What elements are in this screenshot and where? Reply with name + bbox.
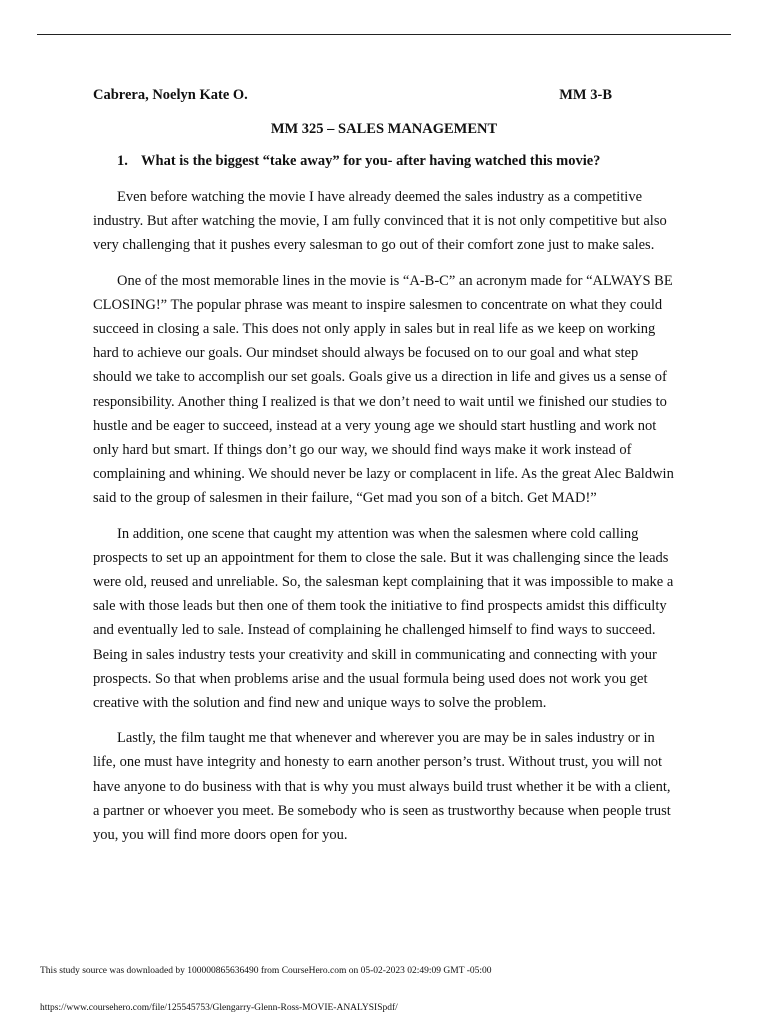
paragraph: Lastly, the film taught me that whenever and wherever you are may be in sales industry or in life, one must have integrity and honesty to earn another person’s trust. Without trust, you will not have anyone to do business with that is why you must always build trust whether it be with a client, a partner or whoever you meet. Be somebody who is seen as trustworthy because when people trust you, you will find more doors open for you. — [93, 730, 671, 844]
course-title: MM 325 – SALES MANAGEMENT — [270, 121, 498, 137]
paragraph: In addition, one scene that caught my attention was when the salesmen where cold calling prospects to set up an appointment for them to close the sale. But it was challenging since the leads were old, reused and unreliable. So, the salesman kept complaining that it was impossible to make a sale with those leads but then one of them took the initiative to find prospects amidst this difficulty and eventually led to sale. Instead of complaining he challenged himself to find ways to succeed. Being in sales industry tests your creativity and skill in communicating and connecting with your prospects. So that when problems arise and the usual formula being used does not work you get creative with the solution and find new and unique ways to solve the problem. — [93, 525, 674, 712]
question-number: 1. — [117, 153, 128, 169]
question-text: What is the biggest “take away” for you- after having watched this movie? — [141, 153, 601, 169]
class-section: MM 3-B — [559, 87, 612, 103]
download-source-note: This study source was downloaded by 100000865636490 from CourseHero.com on 05-02-2023 02:49:09 GMT -05:00 — [40, 966, 492, 976]
question-heading — [117, 153, 600, 170]
answer-body — [93, 185, 677, 858]
author-name: Cabrera, Noelyn Kate O. — [93, 87, 248, 103]
paragraph: One of the most memorable lines in the movie is “A-B-C” an acronym made for “ALWAYS BE CLOSING!” The popular phrase was meant to inspire salesmen to concentrate on what they could succeed in closing a sale. This does not only apply in sales but in real life as we keep on working hard to achieve our goals. Our mindset should always be focused on to our goal and what step should we take to accomplish our set goals. Goals give us a direction in life and gives us a sense of responsibility. Another thing I realized is that we don’t need to wait until we finished our studies to hustle and be eager to succeed, instead at a very young age we should start hustling and work not only hard but smart. If things don’t go our way, we should find ways make it work instead of complaining and whining. We should never be lazy or complacent in life. As the great Alec Baldwin said to the group of salesmen in their failure, “Get mad you son of a bitch. Get MAD!” — [93, 272, 674, 507]
source-url[interactable]: https://www.coursehero.com/file/125545753/Glengarry-Glenn-Ross-MOVIE-ANALYSISpdf/ — [40, 1003, 398, 1013]
top-rule — [37, 34, 731, 35]
document-header — [93, 87, 612, 107]
paragraph: Even before watching the movie I have already deemed the sales industry as a competitive industry. But after watching the movie, I am fully convinced that it is not only competitive but also very challenging that it pushes every salesman to go out of their comfort zone just to make sales. — [93, 189, 667, 254]
